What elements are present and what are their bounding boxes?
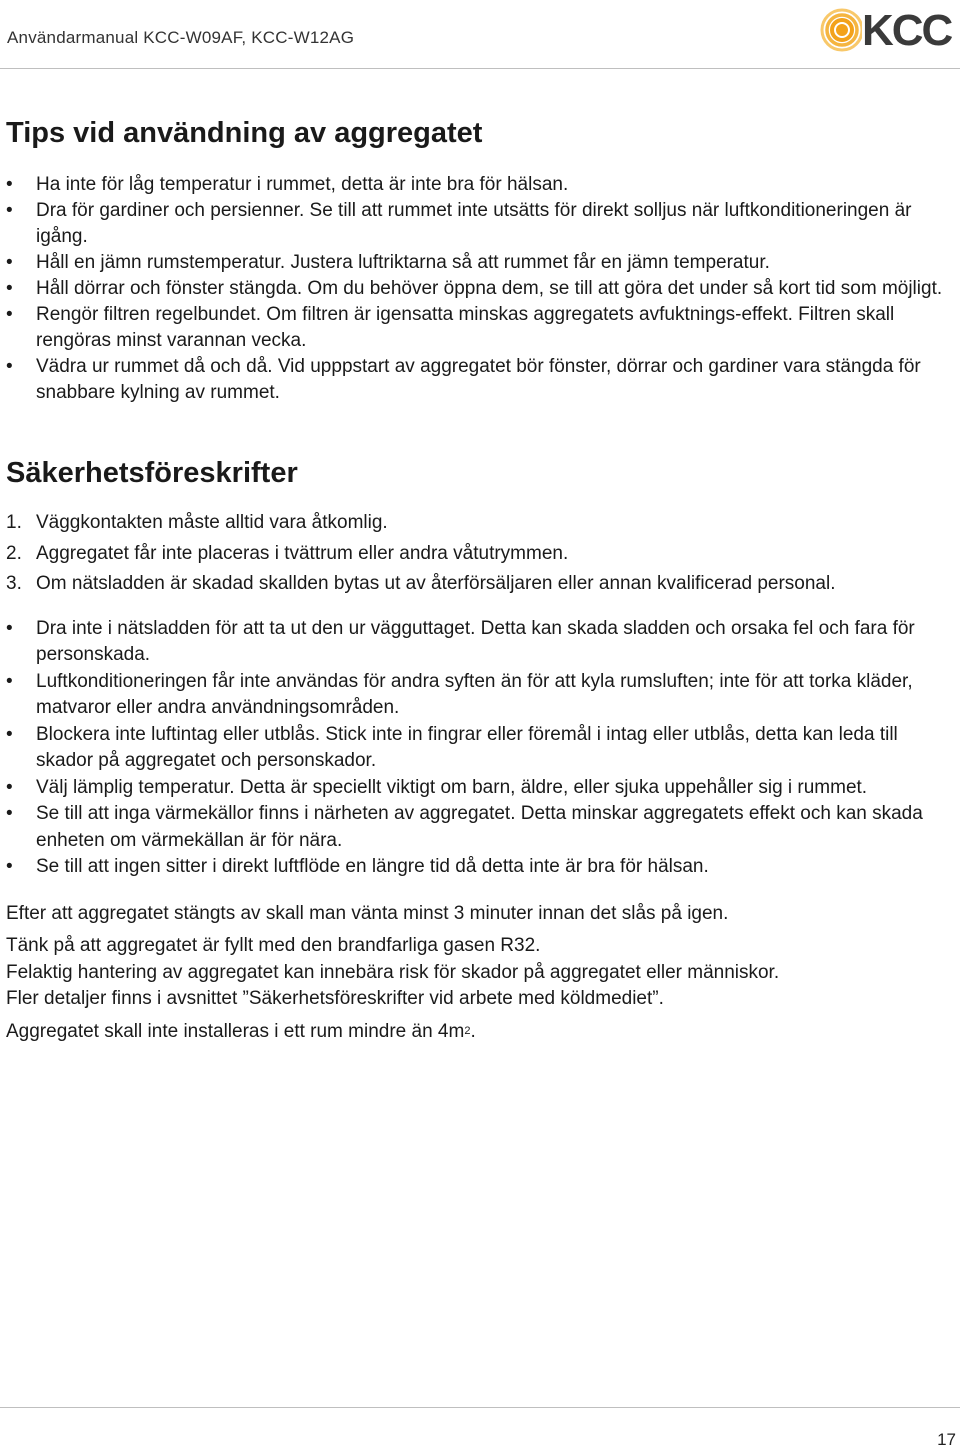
kcc-logo-mark-icon [818, 4, 862, 56]
list-item: • Ha inte för låg temperatur i rummet, detta är inte bra för hälsan. [6, 172, 956, 198]
list-item: • Se till att ingen sitter i direkt luftflöde en längre tid då detta inte är bra för hälsan. [6, 854, 956, 881]
superscript: 2 [464, 1024, 471, 1037]
list-item: • Välj lämplig temperatur. Detta är speciellt viktigt om barn, äldre, eller sjuka uppehåller sig i rummet. [6, 775, 956, 802]
page-number: 17 [937, 1430, 956, 1449]
list-item: • Blockera inte luftintag eller utblås. Stick inte in fingrar eller föremål i intag eller utblås, detta kan leda till skador på aggregatet och personskador. [6, 722, 956, 775]
list-item: • Vädra ur rummet då och då. Vid upppstart av aggregatet bör fönster, dörrar och gardiner vara stängda för snabbare kylning av rummet. [6, 354, 956, 406]
document-title: Användarmanual KCC-W09AF, KCC-W12AG [7, 28, 355, 47]
details-notice: Fler detaljer finns i avsnittet ”Säkerhetsföreskrifter vid arbete med köldmediet”. [6, 988, 664, 1009]
safety-heading: Säkerhetsföreskrifter [6, 457, 298, 489]
numbered-item [6, 510, 956, 537]
item-number: 3. [6, 573, 22, 594]
kcc-logo [818, 4, 956, 56]
room-size-text: Aggregatet skall inte installeras i ett rum mindre än 4m [6, 1020, 465, 1042]
wait-notice: Efter att aggregatet stängts av skall man vänta minst 3 minuter innan det slås på igen. [6, 902, 729, 924]
list-item: • Se till att inga värmekällor finns i närheten av aggregatet. Detta minskar aggregatets effekt och kan skada enheten om värmekällan är för nära. [6, 801, 956, 854]
footer-divider [0, 1407, 960, 1408]
item-text: Om nätsladden är skadad skallden bytas ut av återförsäljaren eller annan kvalificerad personal. [36, 573, 836, 594]
list-item: • Dra för gardiner och persienner. Se till att rummet inte utsätts för direkt solljus när luftkonditioneringen är igång. [6, 198, 956, 250]
list-item: • Håll en jämn rumstemperatur. Justera luftriktarna så att rummet får en jämn temperatur. [6, 250, 956, 276]
item-text: Väggkontakten måste alltid vara åtkomlig. [36, 512, 388, 533]
numbered-item [6, 541, 956, 568]
list-item: • Dra inte i nätsladden för att ta ut den ur vägguttaget. Detta kan skada sladden och orsaka fel och fara för personskada. [6, 616, 956, 669]
gas-notice: Tänk på att aggregatet är fyllt med den brandfarliga gasen R32. [6, 935, 541, 956]
list-item: • Rengör filtren regelbundet. Om filtren är igensatta minskas aggregatets avfuktnings-effekt. Filtren skall rengöras minst varannan vecka. [6, 302, 956, 354]
safety-bullet-list [6, 616, 956, 881]
item-number: 2. [6, 542, 22, 564]
room-size-end: . [470, 1020, 476, 1042]
risk-notice: Felaktig hantering av aggregatet kan innebära risk för skador på aggregatet eller människor. [6, 961, 780, 983]
safety-numbered-list [6, 510, 956, 598]
item-text: Aggregatet får inte placeras i tvättrum eller andra våtutrymmen. [36, 542, 569, 564]
tips-list [6, 172, 956, 406]
room-size-notice [6, 1019, 956, 1046]
page-content [6, 112, 956, 1045]
list-item: • Håll dörrar och fönster stängda. Om du behöver öppna dem, se till att göra det under så kort tid som möjligt. [6, 276, 956, 302]
logo-wordmark: KCC [862, 6, 952, 55]
list-item: • Luftkonditioneringen får inte användas för andra syften än för att kyla rumsluften; inte för att torka kläder, matvaror eller andra användningsområden. [6, 669, 956, 722]
numbered-item [6, 571, 956, 598]
tips-heading: Tips vid användning av aggregatet [6, 117, 483, 149]
item-number: 1. [6, 512, 22, 533]
page-header [0, 0, 960, 69]
